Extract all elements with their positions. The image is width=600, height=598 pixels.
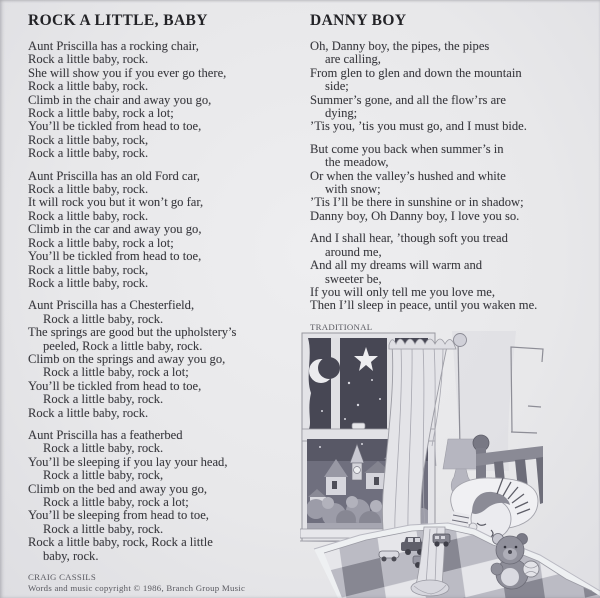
song-danny-boy [310, 10, 594, 343]
lyric-line: You’ll be sleeping from head to toe, [28, 508, 209, 523]
lyric-line: If you will only tell me you love me, [310, 284, 496, 299]
credits-left [28, 572, 304, 593]
lyric-line: Rock a little baby, rock. [43, 521, 164, 536]
lyric-line: Rock a little baby, rock, [43, 468, 164, 483]
lyric-line: the meadow, [325, 155, 389, 170]
lyric-line: From glen to glen and down the mountain [310, 65, 522, 80]
lyric-line: You’ll be sleeping if you lay your head, [28, 454, 228, 469]
lyric-line: Rock a little baby, rock. [43, 441, 164, 456]
curtain-finial [454, 334, 467, 347]
lyric-line: Rock a little baby, rock. [28, 79, 149, 94]
lyric-line: The springs are good but the upholstery’s [28, 325, 237, 340]
lyric-line: dying; [325, 106, 358, 121]
lyric-line: Rock a little baby, rock. [28, 52, 149, 67]
song-title-left: ROCK A LITTLE, BABY [28, 12, 208, 29]
lyric-line: Danny boy, Oh Danny boy, I love you so. [310, 208, 520, 223]
lyric-line: And all my dreams will warm and [310, 258, 483, 273]
lyric-line: baby, rock. [43, 548, 99, 563]
lyric-line: Climb in the car and away you go, [28, 222, 202, 237]
song-rock-a-little-baby [28, 10, 304, 593]
lyric-line: Rock a little baby, rock a lot; [43, 495, 189, 509]
lyric-line: ’Tis you, ’tis you must go, and I must bide. [310, 119, 527, 134]
lyric-line: Climb on the bed and away you go, [28, 481, 208, 496]
lyric-line: You’ll be tickled from head to toe, [28, 378, 202, 393]
lyric-line: Rock a little baby, rock. [43, 392, 164, 407]
credit-author-right: TRADITIONAL [310, 321, 373, 332]
lyrics-left [28, 40, 304, 563]
ball [523, 561, 539, 577]
stanza [310, 40, 594, 134]
lyric-line: Aunt Priscilla has a rocking chair, [28, 39, 199, 53]
lyric-line: And I shall hear, ’though soft you tread [310, 231, 508, 246]
lyric-line: Or when the valley’s hushed and white [310, 168, 506, 183]
lyric-line: Rock a little baby, rock. [28, 146, 149, 161]
lyric-line: sweeter be, [325, 271, 382, 286]
lyric-line: around me, [325, 244, 382, 259]
lyric-line: peeled, Rock a little baby, rock. [43, 338, 203, 353]
lyric-line: Rock a little baby, rock a lot; [28, 106, 174, 121]
lyrics-right [310, 40, 594, 313]
lyric-line: Rock a little baby, rock. [43, 311, 164, 326]
lyric-line: Climb on the springs and away you go, [28, 351, 226, 366]
lyric-line: She will show you if you ever go there, [28, 65, 227, 80]
lyric-line: are calling, [325, 52, 381, 67]
lyric-line: Oh, Danny boy, the pipes, the pipes [310, 39, 490, 53]
stanza [28, 299, 304, 420]
credit-copyright-left: Words and music copyright © 1986, Branch Group Music [28, 582, 246, 593]
lyric-line: with snow; [325, 182, 381, 197]
lyric-line: Rock a little baby, rock, [28, 132, 149, 147]
curtain-ruffle [389, 339, 456, 349]
lyric-line: Rock a little baby, rock, Rock a little [28, 535, 213, 550]
lyric-line: Rock a little baby, rock, [28, 262, 149, 277]
lyric-line: Rock a little baby, rock. [28, 405, 149, 420]
lyric-line: Aunt Priscilla has a featherbed [28, 427, 183, 442]
stanza [28, 40, 304, 161]
lyric-line: Rock a little baby, rock a lot; [43, 365, 189, 380]
stanza [28, 170, 304, 291]
lyric-line: Rock a little baby, rock. [28, 208, 149, 223]
lyric-line: Climb in the chair and away you go, [28, 92, 212, 107]
lyric-line: Aunt Priscilla has an old Ford car, [28, 168, 200, 183]
lyric-line: Then I’ll sleep in peace, until you waken me. [310, 298, 538, 313]
lyric-line: Rock a little baby, rock a lot; [28, 235, 174, 250]
lyric-line: You’ll be tickled from head to toe, [28, 249, 202, 264]
lyric-line: Rock a little baby, rock. [28, 275, 149, 290]
stanza [310, 232, 594, 312]
stanza [28, 429, 304, 563]
song-title-right: DANNY BOY [310, 12, 407, 29]
lyric-line: It will rock you but it won’t go far, [28, 195, 204, 210]
bedtime-illustration [300, 331, 600, 598]
lyric-line: Aunt Priscilla has a Chesterfield, [28, 298, 195, 313]
lyric-line: ’Tis I’ll be there in sunshine or in shadow; [310, 195, 524, 210]
lyric-line: Rock a little baby, rock. [28, 182, 149, 197]
lyric-line: But come you back when summer’s in [310, 141, 504, 156]
lyric-line: side; [325, 79, 349, 94]
lyric-line: You’ll be tickled from head to toe, [28, 119, 202, 134]
toy-on-sash [352, 423, 365, 429]
stanza [310, 143, 594, 223]
lyric-line: Summer’s gone, and all the flow’rs are [310, 92, 506, 107]
credit-author-left: CRAIG CASSILS [28, 572, 97, 583]
